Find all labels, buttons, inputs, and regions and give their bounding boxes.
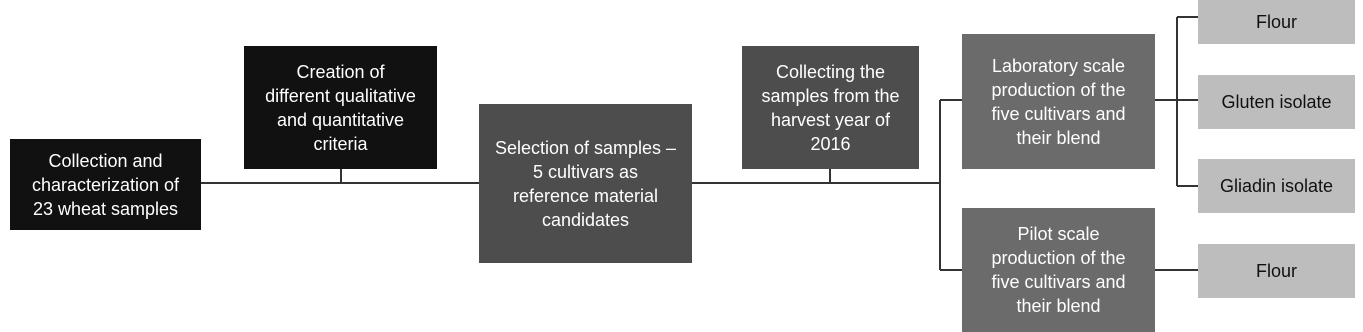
pilot-flour-box: Flour	[1198, 244, 1355, 298]
gliadin-isolate-box: Gliadin isolate	[1198, 159, 1355, 213]
laboratory-flour-box: Flour	[1198, 0, 1355, 44]
pilot-production-box: Pilot scale production of the five cultivars and their blend	[962, 208, 1155, 332]
laboratory-production-box: Laboratory scale production of the five cultivars and their blend	[962, 34, 1155, 169]
criteria-box: Creation of different qualitative and quantitative criteria	[244, 46, 437, 169]
collection-box: Collection and characterization of 23 wheat samples	[10, 139, 201, 230]
harvest-box: Collecting the samples from the harvest year of 2016	[742, 46, 919, 169]
gluten-isolate-box: Gluten isolate	[1198, 75, 1355, 129]
selection-box: Selection of samples – 5 cultivars as reference material candidates	[479, 104, 692, 263]
